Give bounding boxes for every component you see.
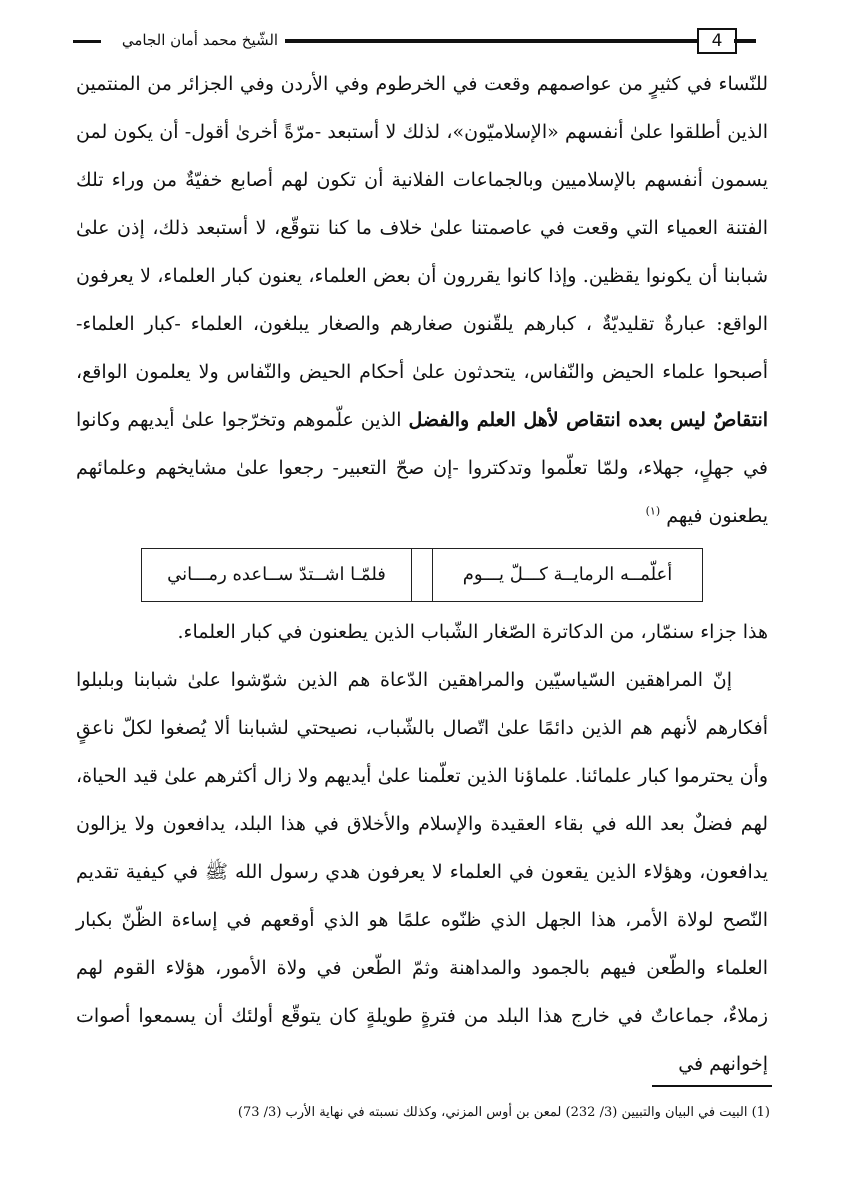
paragraph-2: هذا جزاء سنمّار، من الدكاترة الصّغار الشّباب الذين يطعنون في كبار العلماء.: [177, 621, 768, 643]
verse-second-half: فلمّـا اشــتدّ ســاعده رمـــاني: [167, 564, 386, 585]
paragraph-1: [76, 60, 768, 540]
paragraph-1-text-a: للنّساء في كثيرٍ من عواصمهم وقعت في الخرطوم وفي الأردن وفي الجزائر من المنتمين الذين أطلقوا علىٰ أنفسهم «الإسلاميّون»، لذلك لا أستبعد -مرّةً أخرىٰ أقول- أن يكون لمن يسمون أنفسهم بالإسلاميين وبالجماعات الفلانية أن تكون لهم أصابع خفيّةٌ من وراء تلك الفتنة العمياء التي وقعت في عاصمتنا علىٰ خلاف ما كنا نتوقّع، لا أستبعد ذلك، إذن علىٰ شبابنا أن يكونوا يقظين. وإذا كانوا يقررون أن بعض العلماء، يعنون كبار العلماء، لا يعرفون الواقع: عبارةٌ تقليديّةٌ ، كبارهم يلقّنون صغارهم والصغار يبلغون، العلماء -كبار العلماء- أصبحوا علماء الحيض والنّفاس، يتحدثون علىٰ أحكام الحيض والنّفاس ولا يعلمون الواقع،: [76, 73, 768, 383]
body-text: [76, 60, 768, 1088]
header-rule-end: [734, 39, 756, 43]
poetry-verse-box: [141, 548, 703, 602]
header-dash: [73, 40, 101, 43]
paragraph-1-text-b: الذين علّموهم وتخرّجوا علىٰ أيديهم وكانوا في جهلٍ، جهلاء، ولمّا تعلّموا وتدكتروا -إن صحّ التعبير- رجعوا علىٰ مشايخهم وعلمائهم يطعنون فيهم: [76, 409, 768, 527]
footnote: (1) البيت في البيان والتبيين (3/ 232) لمعن بن أوس المزني، وكذلك نسبته في نهاية الأرب (3/ 73): [237, 1105, 770, 1120]
header-rule: [285, 39, 697, 43]
footnote-separator: [652, 1085, 772, 1087]
verse-first-half: أعلّمــه الرمايــة كـــلّ يـــوم: [462, 564, 673, 585]
page-number: 4: [697, 28, 737, 54]
verse-divider: [411, 549, 433, 601]
header-author: الشّيخ محمد أمان الجامي: [121, 31, 279, 49]
paragraph-3: إنّ المراهقين السّياسيّين والمراهقين الدّعاة هم الذين شوّشوا علىٰ شبابنا وبلبلوا أفكارهم لأنهم هم الذين دائمًا علىٰ اتّصال بالشّباب، نصيحتي لشبابنا ألا يُصغوا لكلّ ناعقٍ وأن يحترموا كبار علمائنا. علماؤنا الذين تعلّمنا علىٰ أيديهم ولا زال أكثرهم علىٰ قيد الحياة، لهم فضلٌ بعد الله في بقاء العقيدة والإسلام والأخلاق في هذا البلد، يدافعون ولا يزالون يدافعون، وهؤلاء الذين يقعون في العلماء لا يعرفون هدي رسول الله ﷺ في كيفية تقديم النّصح لولاة الأمر، هذا الجهل الذي ظنّوه علمًا هو الذي أوقعهم في إساءة الظّنّ بكبار العلماء والطّعن فيهم بالجمود والمداهنة وثمّ الطّعن في ولاة الأمور، هؤلاء القوم لهم زملاءٌ، جماعاتٌ في خارج هذا البلد من فترةٍ طويلةٍ كان يتوقّع أولئك أن يسمعوا أصوات إخوانهم في: [76, 669, 768, 1075]
paragraph-1-bold: انتقاصٌ ليس بعده انتقاص لأهل العلم والفضل: [408, 409, 769, 431]
footnote-reference: (١): [645, 504, 661, 518]
